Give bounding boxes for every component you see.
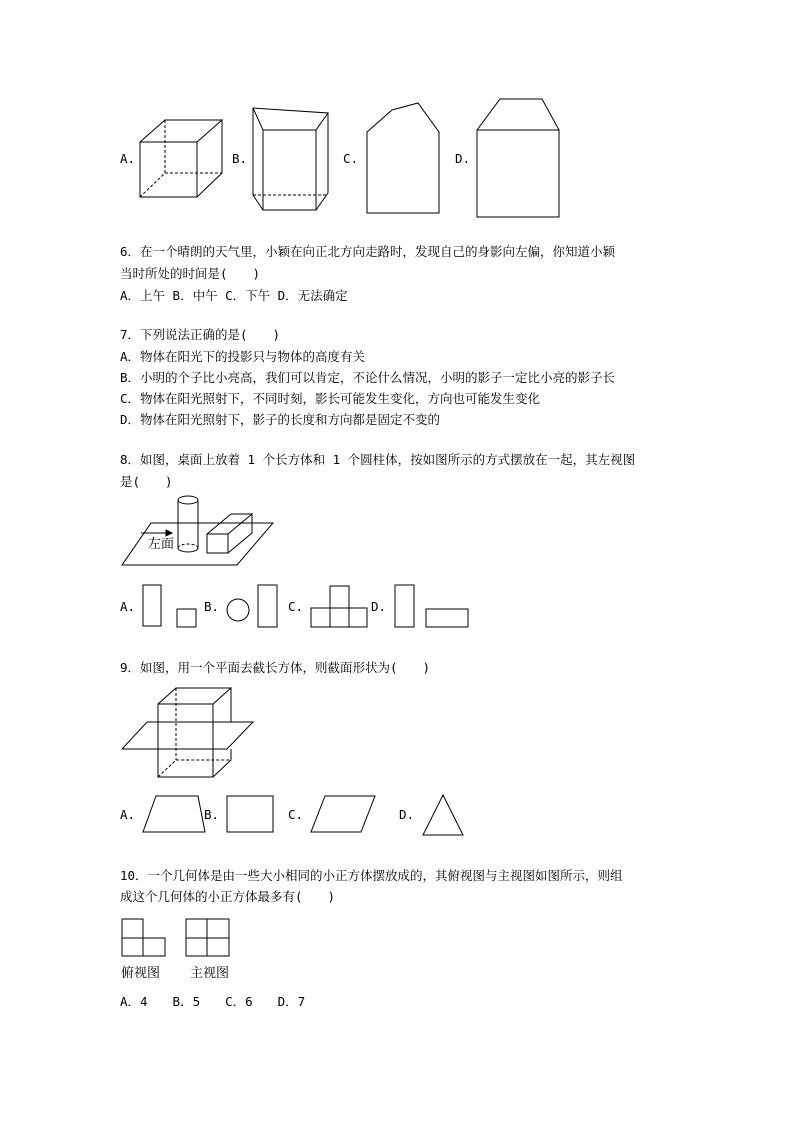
q10-stem-line2: 成这个几何体的小正方体最多有( ) (120, 889, 336, 904)
q5-option-c-label: C. (343, 151, 359, 166)
q9-option-c-label: C. (288, 807, 304, 822)
q8-option-a-label: A. (120, 599, 136, 614)
q7-stem: 7．下列说法正确的是( ) (120, 327, 281, 342)
q5-option-b-label: B. (232, 151, 248, 166)
q8-left-side-label: 左面 (148, 537, 175, 552)
q9-option-a-label: A. (120, 807, 136, 822)
q8-stem-line1: 8．如图，桌面上放着 1 个长方体和 1 个圆柱体，按如图所示的方式摆放在一起，其左视图 (120, 452, 636, 467)
q7-choice-a: A．物体在阳光下的投影只与物体的高度有关 (120, 349, 366, 364)
q10-stem-line1: 10．一个几何体是由一些大小相同的小正方体摆放成的，其俯视图与主视图如图所示，则组 (120, 868, 623, 883)
q6-choices: A．上午 B．中午 C．下午 D．无法确定 (120, 288, 348, 303)
q9-option-d-label: D. (399, 807, 415, 822)
q10-top-view (122, 919, 165, 956)
q6-stem-line2: 当时所处的时间是( ) (120, 266, 261, 281)
q8-stem-line2: 是( ) (120, 474, 173, 489)
q7-choice-c: C．物体在阳光照射下，不同时刻，影长可能发生变化，方向也可能发生变化 (120, 391, 541, 406)
q9-option-b-label: B. (204, 807, 220, 822)
q9-stem: 9．如图，用一个平面去截长方体，则截面形状为( ) (120, 660, 431, 675)
q5-option-a-label: A. (120, 151, 136, 166)
q8-option-d-label: D. (371, 599, 387, 614)
q5-option-d-label: D. (455, 151, 471, 166)
q10-top-view-label: 俯视图 (121, 966, 161, 981)
q7-choice-d: D．物体在阳光照射下，影子的长度和方向都是固定不变的 (120, 412, 441, 427)
q10-front-view-label: 主视图 (190, 966, 230, 981)
q7-choice-b: B．小明的个子比小亮高，我们可以肯定，不论什么情况，小明的影子一定比小亮的影子长 (120, 370, 616, 385)
q10-choices: A．4 B．5 C．6 D．7 (120, 994, 306, 1009)
q8-option-b-label: B. (204, 599, 220, 614)
q8-option-c-label: C. (288, 599, 304, 614)
q10-front-view (186, 919, 229, 956)
q6-stem-line1: 6．在一个晴朗的天气里，小颖在向正北方向走路时，发现自己的身影向左偏，你知道小颖 (120, 244, 616, 259)
